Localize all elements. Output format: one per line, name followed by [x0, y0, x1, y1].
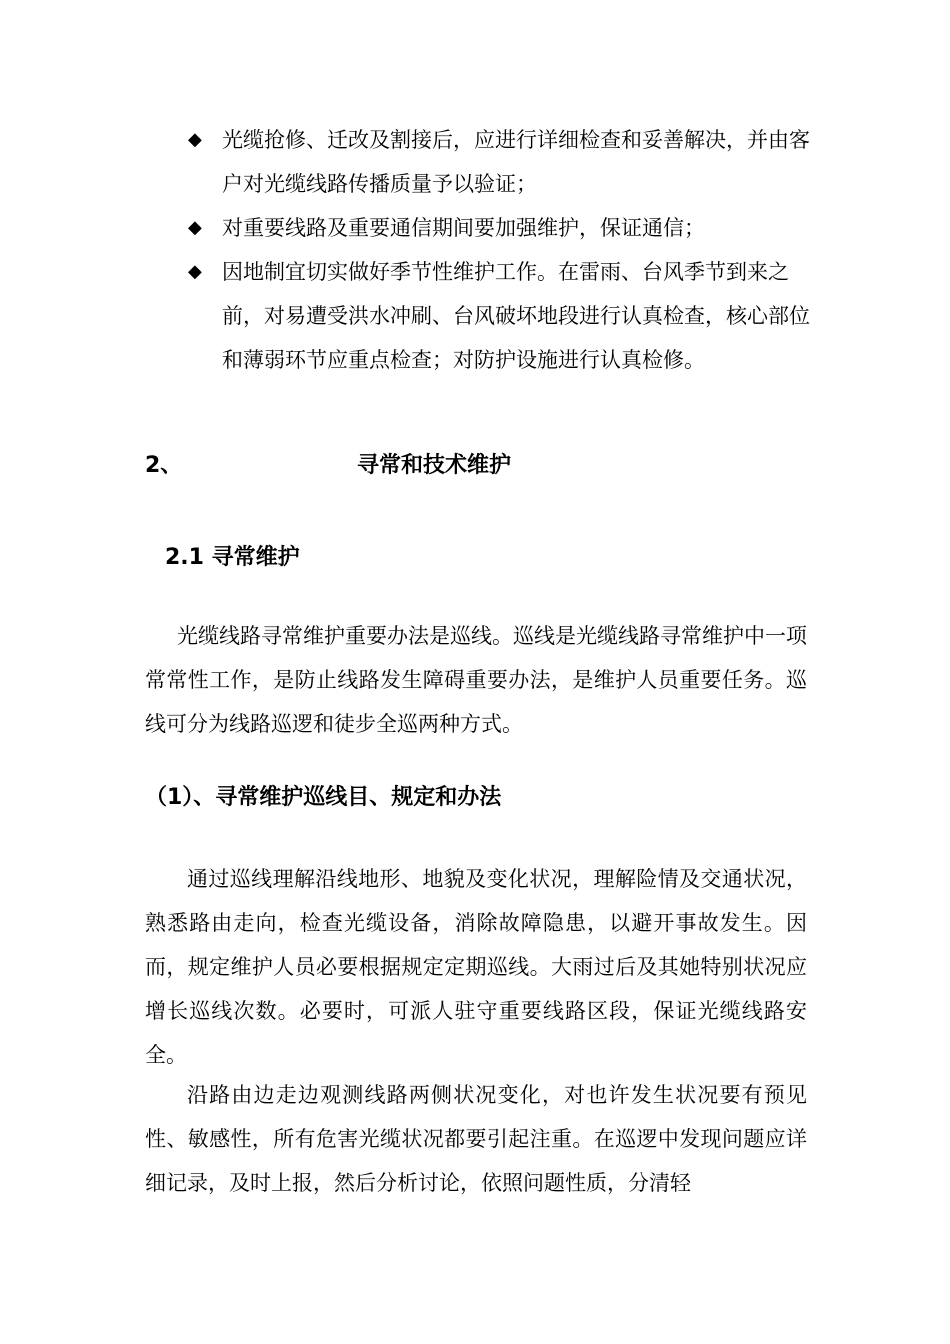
body-paragraph: 通过巡线理解沿线地形、地貌及变化状况，理解险情及交通状况，熟悉路由走向，检查光缆设备，消除故障隐患，以避开事故发生。因而，规定维护人员必要根据规定定期巡线。大雨过后及其她特别状况应增长巡线次数。必要时，可派人驻守重要线路区段，保证光缆线路安全。 [145, 867, 807, 1067]
body-paragraph: 光缆线路寻常维护重要办法是巡线。巡线是光缆线路寻常维护中一项常常性工作，是防止线路发生障碍重要办法，是维护人员重要任务。巡线可分为线路巡逻和徒步全巡两种方式。 [145, 624, 807, 736]
section-heading [145, 446, 565, 486]
section-title: 寻常和技术维护 [357, 453, 512, 478]
bullet-item [188, 118, 818, 206]
bullet-list [188, 118, 818, 382]
body-paragraph: 沿路由边走边观测线路两侧状况变化，对也许发生状况要有预见性、敏感性，所有危害光缆状况都要引起注重。在巡逻中发现问题应详细记录，及时上报，然后分析讨论，依照问题性质，分清轻 [145, 1083, 807, 1195]
bullet-text: 因地制宜切实做好季节性维护工作。在雷雨、台风季节到来之前，对易遭受洪水冲刷、台风破坏地段进行认真检查，核心部位和薄弱环节应重点检查；对防护设施进行认真检修。 [222, 260, 810, 372]
section-number: 2、 [145, 453, 183, 478]
diamond-bullet-icon: ◆ [188, 217, 202, 238]
diamond-bullet-icon: ◆ [188, 129, 202, 150]
bullet-text: 对重要线路及重要通信期间要加强维护，保证通信； [222, 216, 705, 240]
item-heading: （1）、寻常维护巡线目、规定和办法 [145, 785, 502, 810]
subsection-heading: 2.1 寻常维护 [165, 545, 300, 570]
bullet-item [188, 206, 818, 250]
diamond-bullet-icon: ◆ [188, 261, 202, 282]
bullet-item [188, 250, 818, 382]
bullet-text: 光缆抢修、迁改及割接后，应进行详细检查和妥善解决，并由客户对光缆线路传播质量予以验证； [222, 128, 810, 196]
